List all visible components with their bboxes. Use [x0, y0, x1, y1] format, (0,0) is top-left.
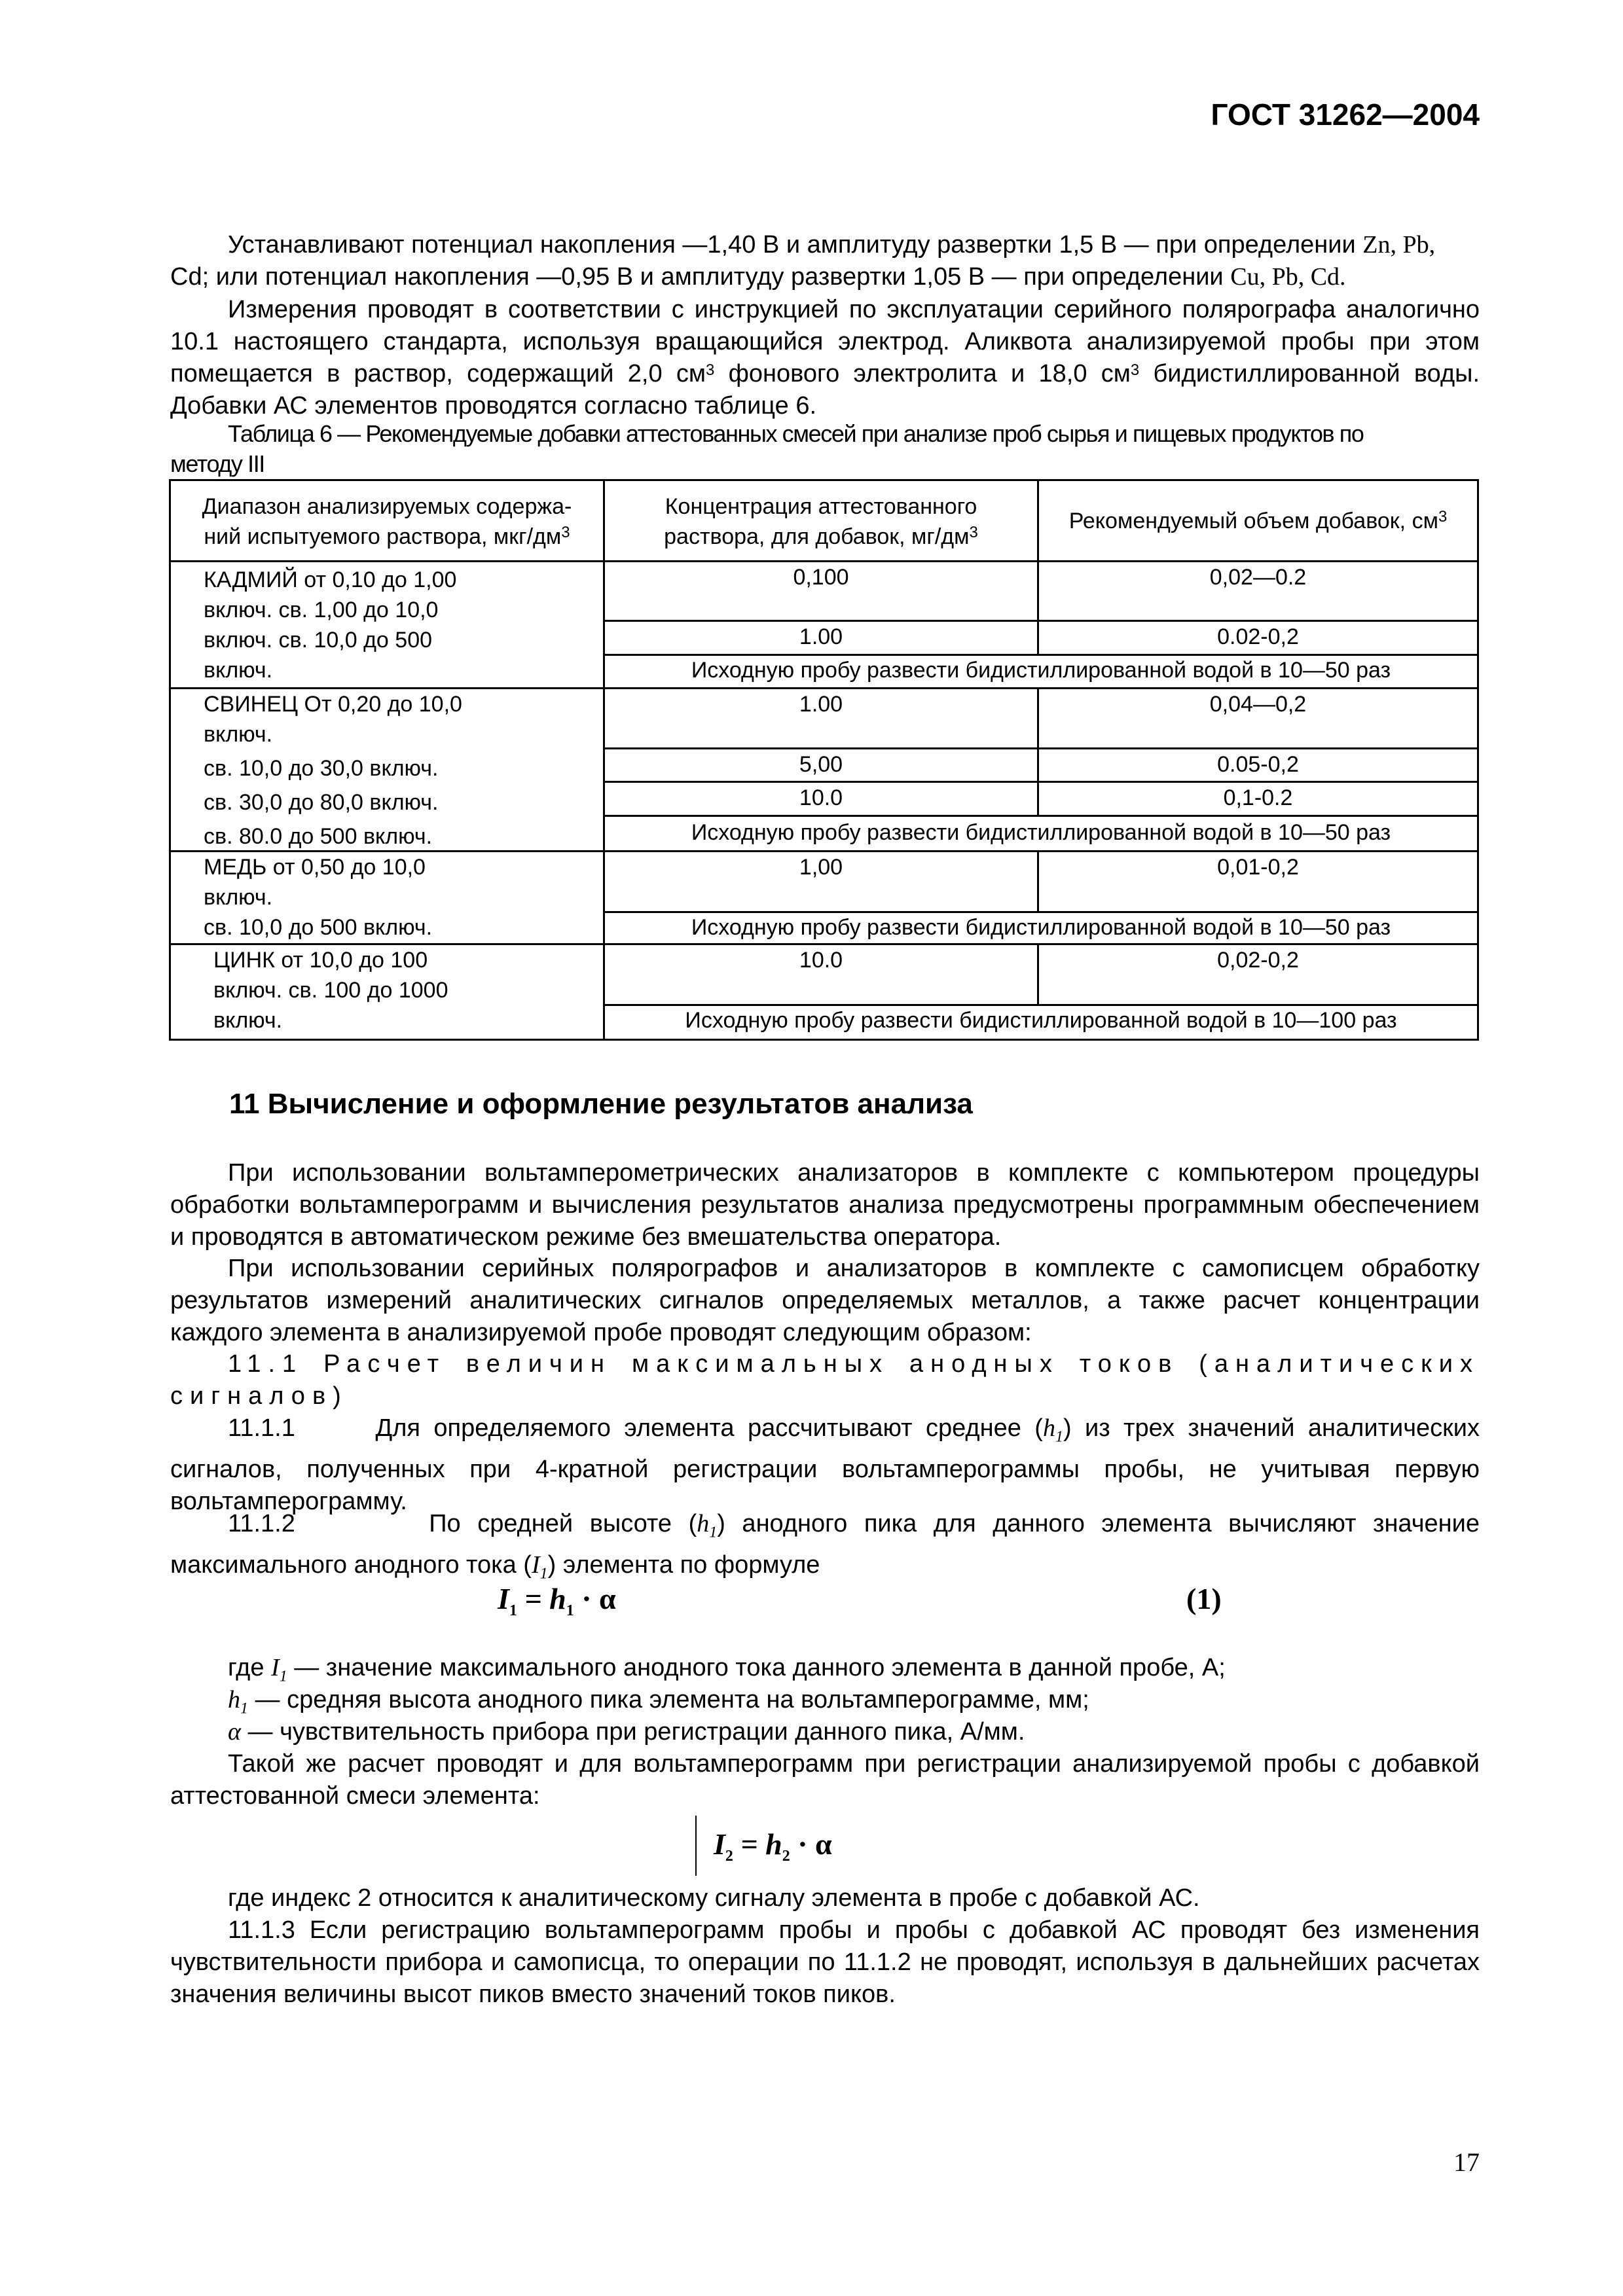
table-hline: [603, 815, 1477, 817]
superscript: 3: [1130, 361, 1140, 379]
intro-elements-1: Zn, Pb,: [1362, 231, 1436, 259]
lead-dilution: Исходную пробу развести бидистиллированной водой в 10—50 раз: [691, 820, 1391, 845]
lead-conc-1: 1.00: [799, 692, 843, 717]
section-heading: 11 Вычисление и оформление результатов анализа: [229, 1088, 973, 1120]
table-caption: Таблица 6 — Рекомендуемые добавки аттестованных смесей при анализе проб сырья и пищевых продуктов по: [228, 420, 1364, 447]
lead-conc-2: 5,00: [799, 752, 843, 777]
zinc-conc-1: 10.0: [799, 948, 843, 973]
copper-vol-1: 0,01-0,2: [1217, 855, 1299, 880]
cadmium-vol-1: 0,02—0.2: [1209, 565, 1307, 590]
intro-text-d: фонового электролита и 18,0 см: [714, 360, 1131, 387]
intro-paragraph-2: [170, 294, 1480, 422]
where-i1: где $I_1$ — значение максимального анодного тока данного элемента в данной пробе, А;: [228, 1654, 1226, 1685]
lead-vol-3: 0,1-0.2: [1223, 785, 1293, 810]
intro-text-c: Измерения проводят в соответствии с инструкцией по эксплуатации серийного полярографа аналогично 10.1 настоящего стандарта, используя вращающийся электрод. Аликвота анализируемой пробы при этом помещается в раствор, содержащий 2,0 см: [170, 296, 1480, 387]
intro-elements-2: Cu, Pb, Cd.: [1230, 263, 1346, 291]
where-h1: $h_1$ — средняя высота анодного пика элемента на вольтамперограмме, мм;: [228, 1686, 1089, 1717]
paragraph-same-calc: Такой же расчет проводят и для вольтамперограмм при регистрации анализируемой пробы с добавкой аттестованной смеси элемента:: [170, 1750, 1480, 1810]
range-copper: МЕДЬ от 0,50 до 10,0 включ. св. 10,0 до 500 включ.: [204, 855, 433, 940]
where-alpha: α — чувствительность прибора при регистрации данного пика, А/мм.: [228, 1718, 1025, 1746]
paragraph-index-2: где индекс 2 относится к аналитическому сигналу элемента в пробе с добавкой АС.: [228, 1884, 1200, 1912]
cadmium-conc-1: 0,100: [793, 565, 849, 590]
cadmium-dilution: Исходную пробу развести бидистиллированной водой в 10—50 раз: [691, 658, 1391, 683]
table-caption-line-2: методу III: [170, 450, 264, 477]
range-lead: СВИНЕЦ От 0,20 до 10,0 включ. св. 10,0 до 30,0 включ. св. 30,0 до 80,0 включ. св. 80.0 до 500 включ.: [204, 692, 462, 849]
subsection-heading: 11.1 Расчет величин максимальных анодных токов (аналитических сигналов): [170, 1350, 1480, 1410]
zinc-vol-1: 0,02-0,2: [1217, 948, 1299, 973]
header-volume: Рекомендуемый объем добавок, $см^3$: [1068, 508, 1448, 533]
paragraph-11-1-3: 11.1.3 Если регистрацию вольтамперограмм пробы и пробы с добавкой АС проводят без изменения чувствительности прибора и самописца, то операции по 11.1.2 не проводят, используя в дальнейших расчетах значения величины высот пиков вместо значений токов пиков.: [170, 1916, 1480, 2008]
document-header: ГОСТ 31262—2004: [1211, 98, 1480, 132]
intro-text-e: бидистиллированной воды. Добавки АС элементов проводятся согласно таблице 6.: [170, 360, 1480, 420]
additions-table: [169, 479, 1479, 1041]
paragraph-11-1-1: 11.1.1 Для определяемого элемента рассчитывают среднее $(h_1)$ из трех значений аналитических сигналов, полученных при 4-кратной регистрации вольтамперограммы пробы, не учитывая первую вольтамперограмму.: [170, 1414, 1480, 1515]
paragraph-11-1-2: 11.1.2 По средней высоте $(h_1)$ анодного пика для данного элемента вычисляют значение максимального анодного тока $(I_1)$ элемента по формуле: [170, 1510, 1480, 1583]
page-number: 17: [1453, 2147, 1480, 2177]
intro-text-b: Cd; или потенциал накопления —0,95 В и амплитуду развертки 1,05 В — при определении: [170, 263, 1231, 291]
copper-conc-1: 1,00: [799, 855, 843, 880]
section11-paragraph-2: При использовании серийных полярографов и анализаторов в комплекте с самописцем обработку результатов измерений аналитических сигналов определяемых металлов, а также расчет концентрации каждого элемента в анализируемой пробе проводят следующим образом:: [170, 1255, 1480, 1346]
section11-paragraph-1: При использовании вольтамперометрических анализаторов в комплекте с компьютером процедуры обработки вольтамперограмм и вычисления результатов анализа предусмотрены программным обеспечением и проводятся в автоматическом режиме без вмешательства оператора.: [170, 1159, 1480, 1251]
zinc-dilution: Исходную пробу развести бидистиллированной водой в 10—100 раз: [685, 1008, 1397, 1033]
header-concentration: Концентрация аттестованного раствора, для добавок, $мг/дм^3$: [664, 494, 978, 549]
lead-vol-1: 0,04—0,2: [1209, 692, 1307, 717]
range-cadmium: КАДМИЙ от 0,10 до 1,00 включ. св. 1,00 до 10,0 включ. св. 10,0 до 500 включ.: [204, 567, 457, 683]
cadmium-vol-2: 0.02-0,2: [1217, 624, 1299, 649]
cadmium-conc-2: 1.00: [799, 624, 843, 649]
formula-2-bar: [695, 1816, 697, 1876]
formula-2: $I_2 = h_2 \cdot \alpha$: [714, 1827, 832, 1865]
header-range: Диапазон анализируемых содержа- ний испытуемого раствора, мкг/$дм^3$: [202, 494, 572, 549]
superscript: 3: [706, 361, 715, 379]
lead-vol-2: 0.05-0,2: [1217, 752, 1299, 777]
formula-1-number: (1): [1186, 1582, 1222, 1615]
range-zinc: ЦИНК от 10,0 до 100 включ. св. 100 до 1000 включ.: [213, 948, 448, 1033]
copper-dilution: Исходную пробу развести бидистиллированной водой в 10—50 раз: [691, 915, 1391, 940]
formula-1: $I_1 = h_1 \cdot \alpha$: [498, 1582, 616, 1620]
intro-paragraph-1: [170, 229, 1480, 293]
lead-conc-3: 10.0: [799, 785, 843, 810]
intro-text-a: Устанавливают потенциал накопления —1,40 В и амплитуду развертки 1,5 В — при определении: [228, 231, 1363, 259]
